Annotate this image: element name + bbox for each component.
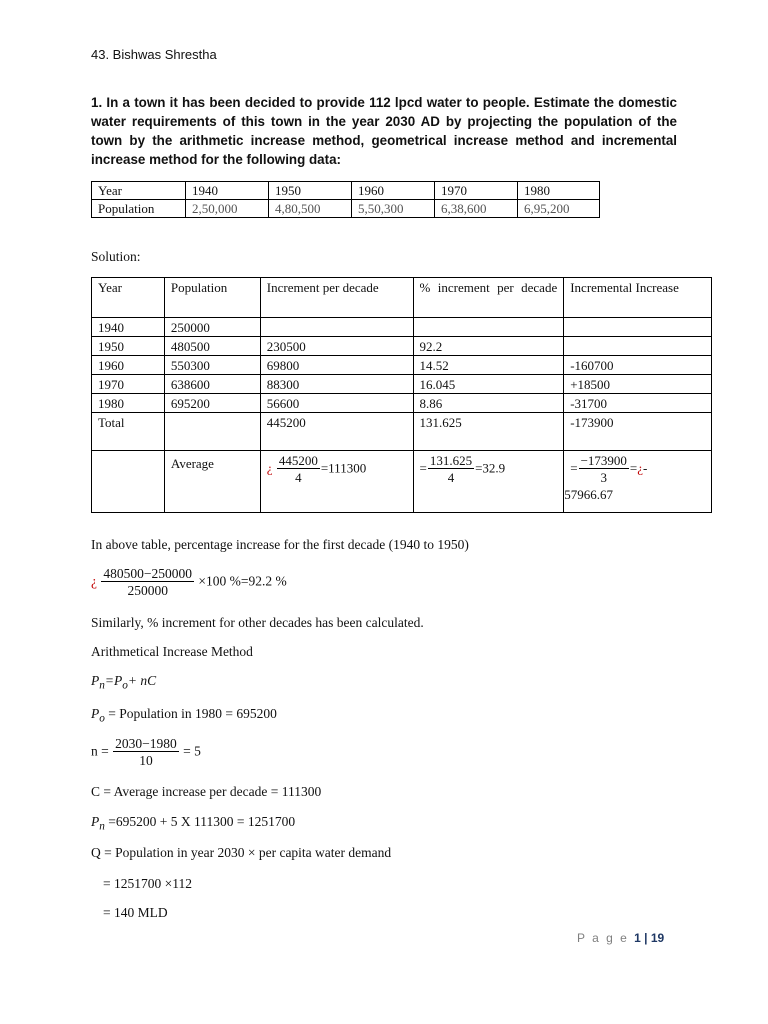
average-incremental-cell: [564, 451, 712, 513]
table-cell: 131.625: [413, 413, 564, 451]
po-text: = Population in 1980 = 695200: [104, 706, 277, 721]
n-equation: [91, 736, 201, 769]
table-cell: 695200: [164, 394, 260, 413]
table-cell: 69800: [260, 356, 413, 375]
table-cell: 230500: [260, 337, 413, 356]
population-cell: 2,50,000: [186, 200, 269, 218]
table-cell: -173900: [564, 413, 712, 451]
column-header: % increment per decade: [413, 278, 564, 318]
solution-label: Solution:: [91, 249, 141, 264]
broken-char-mark: ¿: [91, 573, 97, 589]
fraction-denominator: 4: [447, 470, 455, 485]
page-number: 1: [634, 931, 641, 945]
c-line: C = Average increase per decade = 111300: [91, 784, 322, 799]
table-cell: 250000: [164, 318, 260, 337]
column-header: Population: [164, 278, 260, 318]
table-row: [92, 182, 600, 200]
fraction: [101, 566, 194, 599]
page-separator: |: [640, 931, 651, 945]
average-percent-cell: [413, 451, 564, 513]
fraction-numerator: 131.625: [429, 453, 473, 468]
table-cell: 92.2: [413, 337, 564, 356]
table-cell: 445200: [260, 413, 413, 451]
table-cell: [413, 318, 564, 337]
population-cell: 6,38,600: [435, 200, 518, 218]
population-cell: 5,50,300: [352, 200, 435, 218]
formula-symbol: P: [91, 673, 100, 688]
formula-symbol: P: [91, 706, 100, 721]
year-cell: 1960: [352, 182, 435, 200]
fraction-denominator: 4: [295, 470, 302, 485]
page-footer: [577, 931, 664, 945]
table-cell: [92, 451, 165, 513]
column-header: Year: [92, 278, 165, 318]
average-percent-result: =32.9: [475, 460, 506, 476]
table-cell: 480500: [164, 337, 260, 356]
fraction-denominator: 250000: [127, 583, 168, 598]
pn-line: [91, 814, 295, 833]
formula-symbol: =P: [104, 673, 123, 688]
percent-intro-text: In above table, percentage increase for the first decade (1940 to 1950): [91, 537, 469, 552]
table-cell: 88300: [260, 375, 413, 394]
page-word: P a g e: [577, 931, 629, 945]
q-line-2: = 1251700 ×112: [103, 876, 192, 891]
table-row: [92, 356, 712, 375]
table-cell: 550300: [164, 356, 260, 375]
population-cell: 4,80,500: [269, 200, 352, 218]
q-line: Q = Population in year 2030 × per capita water demand: [91, 845, 392, 860]
subscript: o: [122, 679, 128, 692]
table-cell: 8.86: [413, 394, 564, 413]
q-line-3: = 140 MLD: [103, 905, 168, 920]
method-heading: Arithmetical Increase Method: [91, 644, 253, 659]
fraction: [277, 453, 320, 486]
row-label: Population: [92, 200, 186, 218]
table-cell: 638600: [164, 375, 260, 394]
table-cell: 56600: [260, 394, 413, 413]
table-row: [92, 375, 712, 394]
subscript: o: [99, 712, 105, 725]
column-header: Incremental Increase: [564, 278, 712, 318]
table-cell: [164, 413, 260, 451]
n-lhs: n =: [91, 743, 113, 759]
fraction: [428, 453, 474, 486]
pn-text: =695200 + 5 X 111300 = 1251700: [104, 814, 296, 829]
question-text: 1. In a town it has been decided to provide 112 lpcd water to people. Estimate the domestic water requirements of this town in the year 2030 AD by projecting the population of the town by the arithmetic increase method, geometrical increase method and incremental increase method for the following data:: [91, 95, 677, 167]
subscript: n: [99, 679, 105, 692]
year-cell: 1940: [186, 182, 269, 200]
table-row: [92, 394, 712, 413]
equals-sign: =: [419, 460, 427, 476]
average-increment-cell: [260, 451, 413, 513]
table-cell: 1970: [92, 375, 165, 394]
table-row: [92, 200, 600, 218]
table-cell: -160700: [564, 356, 712, 375]
table-cell: 1950: [92, 337, 165, 356]
table-cell: Total: [92, 413, 165, 451]
percent-equation: [91, 566, 287, 599]
formula-tail: + nC: [127, 673, 157, 688]
subscript: n: [99, 820, 105, 833]
total-row: [92, 413, 712, 451]
table-cell: 16.045: [413, 375, 564, 394]
table-cell: [564, 318, 712, 337]
table-cell: 1960: [92, 356, 165, 375]
average-incremental-result: 57966.67: [564, 487, 613, 502]
population-cell: 6,95,200: [518, 200, 600, 218]
fraction-denominator: 3: [600, 470, 607, 485]
year-cell: 1980: [518, 182, 600, 200]
table-row: [92, 318, 712, 337]
table-cell: 14.52: [413, 356, 564, 375]
table-cell: [564, 337, 712, 356]
equals-sign: =: [570, 460, 578, 476]
broken-char-mark: ¿: [266, 460, 273, 476]
year-cell: 1970: [435, 182, 518, 200]
equation-tail: ×100 %=92.2 %: [198, 573, 287, 589]
fraction: [579, 453, 629, 486]
equals-sign: =: [629, 460, 638, 476]
solution-table: [91, 277, 712, 513]
table-header-row: [92, 278, 712, 318]
table-cell: 1980: [92, 394, 165, 413]
fraction-numerator: −173900: [580, 453, 627, 468]
author-heading: 43. Bishwas Shrestha: [91, 47, 217, 62]
table-row: [92, 337, 712, 356]
formula-symbol: P: [91, 814, 100, 829]
n-rhs: = 5: [179, 743, 201, 759]
fraction-numerator: 2030−1980: [115, 736, 177, 751]
table-cell: [260, 318, 413, 337]
fraction-denominator: 10: [139, 753, 153, 768]
table-cell: -31700: [564, 394, 712, 413]
dash: -: [643, 460, 648, 476]
fraction: [113, 736, 179, 769]
page-total: 19: [650, 931, 665, 945]
formula-line: [91, 673, 156, 692]
average-increment-result: =111300: [320, 460, 367, 476]
column-header: Increment per decade: [260, 278, 413, 318]
table-cell: +18500: [564, 375, 712, 394]
broken-char-mark: ¿: [637, 460, 644, 476]
fraction-numerator: 445200: [278, 453, 318, 468]
similarly-text: Similarly, % increment for other decades has been calculated.: [91, 615, 424, 630]
row-label: Year: [92, 182, 186, 200]
table-cell: 1940: [92, 318, 165, 337]
given-data-table: [91, 181, 600, 218]
year-cell: 1950: [269, 182, 352, 200]
average-row: [92, 451, 712, 513]
average-label: Average: [164, 451, 260, 513]
po-line: [91, 706, 277, 725]
fraction-numerator: 480500−250000: [103, 566, 192, 581]
